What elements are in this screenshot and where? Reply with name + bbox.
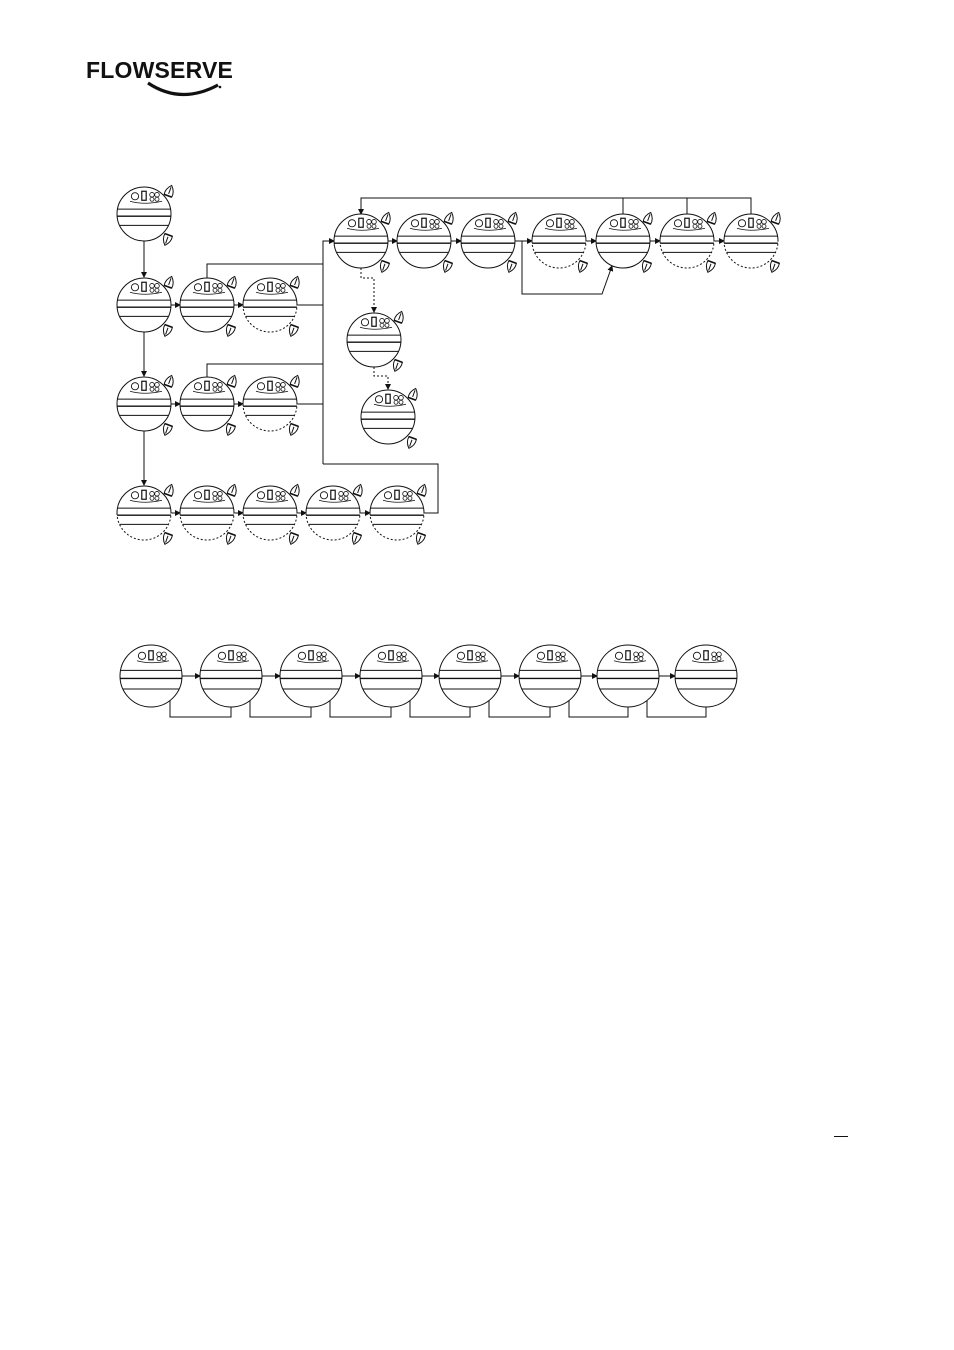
display-node: [243, 374, 302, 437]
rotate-knob-icon: [391, 360, 403, 373]
display-node: [117, 483, 176, 546]
rotate-knob-icon: [290, 275, 302, 288]
display-node: [120, 645, 182, 707]
display-node: [724, 211, 783, 274]
footer-rule: [834, 1136, 848, 1137]
display-node: [596, 211, 655, 274]
display-node: [675, 645, 737, 707]
rotate-knob-icon: [224, 325, 236, 338]
connector-line: [361, 198, 751, 214]
rotate-knob-icon: [768, 261, 780, 274]
connector-line: [374, 367, 388, 389]
rotate-knob-icon: [161, 325, 173, 338]
connector-line: [207, 264, 323, 278]
rotate-knob-icon: [441, 261, 453, 274]
display-node: [597, 645, 659, 707]
rotate-knob-icon: [408, 387, 420, 400]
display-node: [280, 645, 342, 707]
rotate-knob-icon: [164, 275, 176, 288]
rotate-knob-icon: [287, 533, 299, 546]
rotate-knob-icon: [417, 483, 429, 496]
display-node: [180, 374, 239, 437]
display-node: [660, 211, 719, 274]
rotate-knob-icon: [394, 310, 406, 323]
rotate-knob-icon: [287, 424, 299, 437]
logo-wordmark: FLOWSERVE: [86, 57, 234, 83]
connector-lines: [144, 198, 751, 717]
display-node: [519, 645, 581, 707]
rotate-knob-icon: [164, 374, 176, 387]
rotate-knob-icon: [350, 533, 362, 546]
rotate-knob-icon: [227, 483, 239, 496]
display-node: [360, 645, 422, 707]
display-node: [334, 211, 393, 274]
rotate-knob-icon: [444, 211, 456, 224]
display-node: [117, 275, 176, 338]
display-node: [243, 275, 302, 338]
rotate-knob-icon: [508, 211, 520, 224]
display-node: [347, 310, 406, 373]
rotate-knob-icon: [224, 424, 236, 437]
rotate-knob-icon: [227, 374, 239, 387]
rotate-knob-icon: [290, 483, 302, 496]
display-node: [200, 645, 262, 707]
rotate-knob-icon: [704, 261, 716, 274]
display-node: [180, 483, 239, 546]
rotate-knob-icon: [505, 261, 517, 274]
rotate-knob-icon: [643, 211, 655, 224]
connector-line: [323, 241, 334, 464]
rotate-knob-icon: [227, 275, 239, 288]
display-node: [243, 483, 302, 546]
display-node: [439, 645, 501, 707]
display-node: [397, 211, 456, 274]
rotate-knob-icon: [405, 437, 417, 450]
connector-line: [361, 268, 374, 312]
rotate-knob-icon: [353, 483, 365, 496]
display-node: [117, 184, 176, 247]
display-nodes: [117, 184, 783, 707]
display-node: [532, 214, 588, 274]
rotate-knob-icon: [224, 533, 236, 546]
display-node: [461, 211, 520, 274]
rotate-knob-icon: [287, 325, 299, 338]
display-node: [117, 374, 176, 437]
rotate-knob-icon: [161, 424, 173, 437]
rotate-knob-icon: [378, 261, 390, 274]
display-node: [361, 387, 420, 450]
rotate-knob-icon: [290, 374, 302, 387]
rotate-knob-icon: [381, 211, 393, 224]
rotate-knob-icon: [414, 533, 426, 546]
rotate-knob-icon: [576, 261, 588, 274]
display-node: [370, 483, 429, 546]
display-node: [306, 483, 365, 546]
rotate-knob-icon: [707, 211, 719, 224]
display-node: [180, 275, 239, 338]
rotate-knob-icon: [771, 211, 783, 224]
rotate-knob-icon: [164, 184, 176, 197]
rotate-knob-icon: [164, 483, 176, 496]
rotate-knob-icon: [161, 234, 173, 247]
rotate-knob-icon: [161, 533, 173, 546]
connector-line: [207, 364, 323, 377]
rotate-knob-icon: [640, 261, 652, 274]
